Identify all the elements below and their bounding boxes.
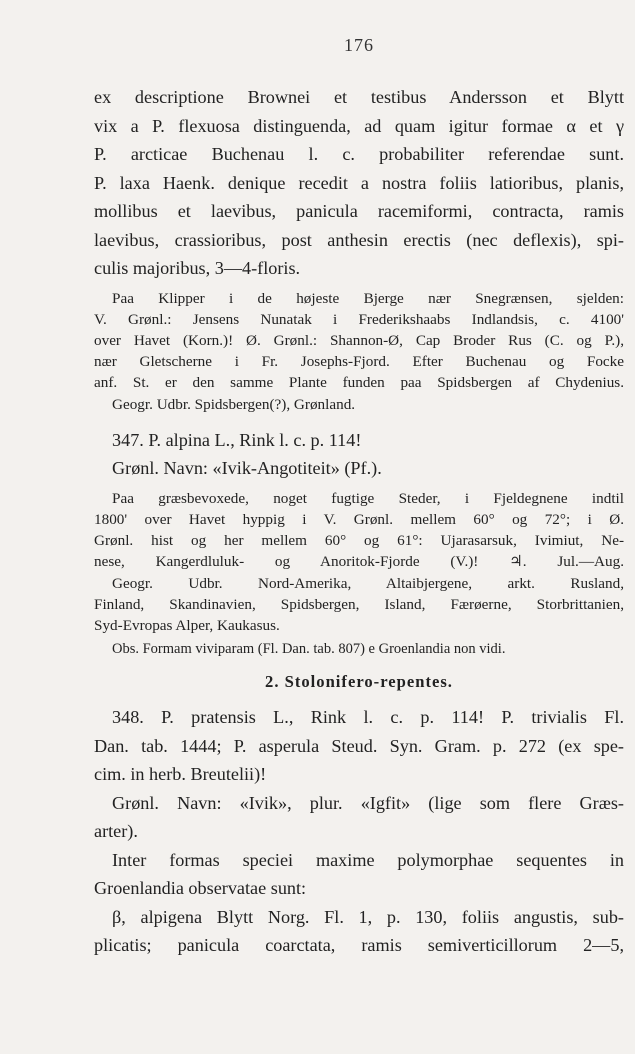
text-line: P. arcticae Buchenau l. c. probabiliter referendae sunt.	[94, 144, 624, 164]
text-line: mollibus et laevibus, panicula racemiformi, contracta, ramis	[94, 201, 624, 221]
text-line: laevibus, crassioribus, post anthesin erectis (nec deflexis), spi-	[94, 229, 624, 250]
text-line: culis majoribus, 3—4-floris.	[94, 258, 301, 278]
note-line: Syd-Evropas Alper, Kaukasus.	[94, 616, 280, 634]
species-heading: 347. P. alpina L., Rink l. c. p. 114!	[112, 429, 362, 450]
note-line: Grønl. hist og her mellem 60° og 61°: Ujarasarsuk, Ivimiut, Ne-	[94, 532, 624, 550]
note-line: nær Gletscherne i Fr. Josephs-Fjord. Efter Buchenau og Focke	[94, 353, 624, 371]
text-line: β, alpigena Blytt Norg. Fl. 1, p. 130, foliis angustis, sub-	[112, 906, 624, 927]
species-347	[94, 427, 624, 660]
species-347-notes	[94, 488, 624, 636]
page-number: 176	[344, 35, 374, 55]
note-line: 1800' over Havet hyppig i V. Grønl. mellem 60° og 72°; i Ø.	[94, 510, 624, 528]
text-line: Dan. tab. 1444; P. asperula Steud. Syn. Gram. p. 272 (ex spe-	[94, 735, 624, 756]
intro-paragraph	[94, 84, 624, 282]
text-line: vix a P. flexuosa distinguenda, ad quam igitur formae α et γ	[94, 115, 624, 136]
text-line: plicatis; panicula coarctata, ramis semiverticillorum 2—5,	[94, 935, 624, 956]
greenlandic-name: Grønl. Navn: «Ivik-Angotiteit» (Pf.).	[112, 458, 382, 479]
text-line: ex descriptione Brownei et testibus Andersson et Blytt	[94, 87, 624, 107]
species-348	[94, 704, 624, 959]
note-line: nese, Kangerdluluk- og Anoritok-Fjorde (V.)! ♃. Jul.—Aug.	[94, 553, 624, 571]
text-line: cim. in herb. Breutelii)!	[94, 764, 267, 785]
greenlandic-name: Grønl. Navn: «Ivik», plur. «Igfit» (lige som flere Græs-	[112, 792, 624, 813]
note-line: V. Grønl.: Jensens Nunatak i Frederikshaabs Indlandsis, c. 4100'	[94, 310, 624, 328]
text-line: Inter formas speciei maxime polymorphae sequentes in	[112, 849, 624, 870]
note-line: Paa Klipper i de højeste Bjerge nær Snegrænsen, sjelden:	[112, 289, 624, 307]
species-heading: 348. P. pratensis L., Rink l. c. p. 114! P. trivialis Fl.	[112, 707, 624, 728]
note-line: Geogr. Udbr. Nord-Amerika, Altaibjergene, arkt. Rusland,	[112, 574, 624, 592]
text-line: Groenlandia observatae sunt:	[94, 878, 307, 899]
note-line: Paa græsbevoxede, noget fugtige Steder, i Fjeldegnene indtil	[112, 489, 624, 507]
laxa-notes	[94, 288, 624, 415]
note-line: anf. St. er den samme Plante funden paa Spidsbergen af Chydenius.	[94, 374, 624, 392]
obs-note: Obs. Formam viviparam (Fl. Dan. tab. 807) e Groenlandia non vidi.	[112, 641, 506, 658]
text-line: arter).	[94, 821, 138, 842]
book-page	[94, 35, 624, 961]
text-line: P. laxa Haenk. denique recedit a nostra foliis latioribus, planis,	[94, 172, 624, 193]
note-line: Geogr. Udbr. Spidsbergen(?), Grønland.	[112, 395, 356, 413]
note-line: Finland, Skandinavien, Spidsbergen, Island, Færøerne, Storbrittanien,	[94, 595, 624, 613]
section-title: 2. Stolonifero-repentes.	[265, 672, 453, 692]
note-line: over Havet (Korn.)! Ø. Grønl.: Shannon-Ø, Cap Broder Rus (C. og P.),	[94, 331, 624, 349]
